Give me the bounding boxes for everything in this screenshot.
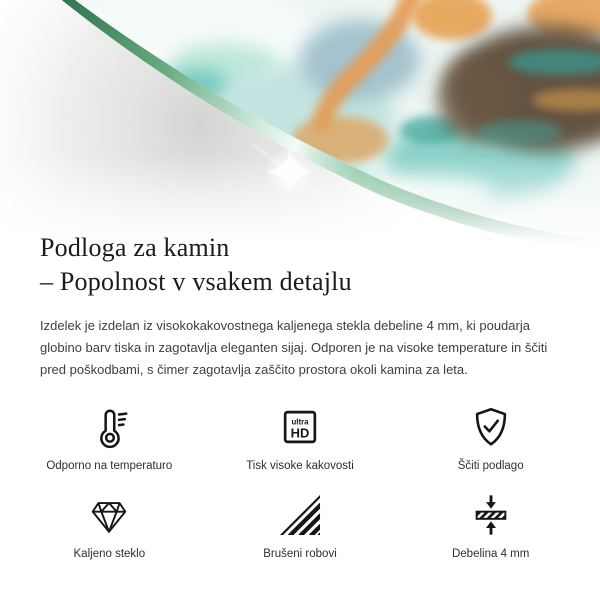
glass-pad-photo (0, 0, 600, 258)
feature-temperature (14, 398, 205, 473)
page-title-line2: – Popolnost v vsakem detajlu (40, 267, 352, 296)
feature-print-quality-label: Tisk visoke kakovosti (246, 460, 354, 472)
feature-protects-surface-iconbox (468, 398, 514, 450)
feature-protects-surface (395, 398, 586, 473)
thermometer-icon (86, 404, 132, 450)
features-grid (14, 398, 586, 561)
feature-tempered-glass-iconbox (86, 486, 132, 538)
feature-protects-surface-label: Ščiti podlago (457, 460, 524, 472)
product-copy (40, 231, 570, 381)
feature-temperature-iconbox (86, 398, 132, 450)
feature-temperature-label: Odporno na temperaturo (46, 460, 173, 472)
feature-tempered-glass-label: Kaljeno steklo (73, 548, 146, 560)
page-title-line1: Podloga za kamin (40, 233, 230, 262)
feature-thickness (395, 486, 586, 561)
beveled-edges-icon (277, 492, 323, 538)
feature-print-quality (205, 398, 396, 473)
thickness-icon (468, 492, 514, 538)
page-title (40, 231, 570, 299)
feature-thickness-iconbox (468, 486, 514, 538)
shield-check-icon (468, 404, 514, 450)
diamond-icon (86, 492, 132, 538)
feature-thickness-label: Debelina 4 mm (451, 548, 530, 560)
feature-tempered-glass (14, 486, 205, 561)
ultra-hd-icon-text-top: ultra (291, 417, 309, 427)
feature-print-quality-iconbox (277, 398, 323, 450)
product-image (0, 0, 600, 258)
feature-beveled-edges (205, 486, 396, 561)
product-description: Izdelek je izdelan iz visokokakovostnega kaljenega stekla debeline 4 mm, ki poudarja globino barv tiska in zagotavlja eleganten sijaj. Odporen je na visoke temperature in ščiti pred poškodbami, s čimer zagotavlja zaščito prostora okoli kamina za leta. (40, 318, 548, 377)
ultra-hd-icon (277, 404, 323, 450)
feature-beveled-edges-label: Brušeni robovi (263, 548, 337, 560)
ultra-hd-icon-text-bottom: HD (290, 425, 310, 441)
feature-beveled-edges-iconbox (277, 486, 323, 538)
